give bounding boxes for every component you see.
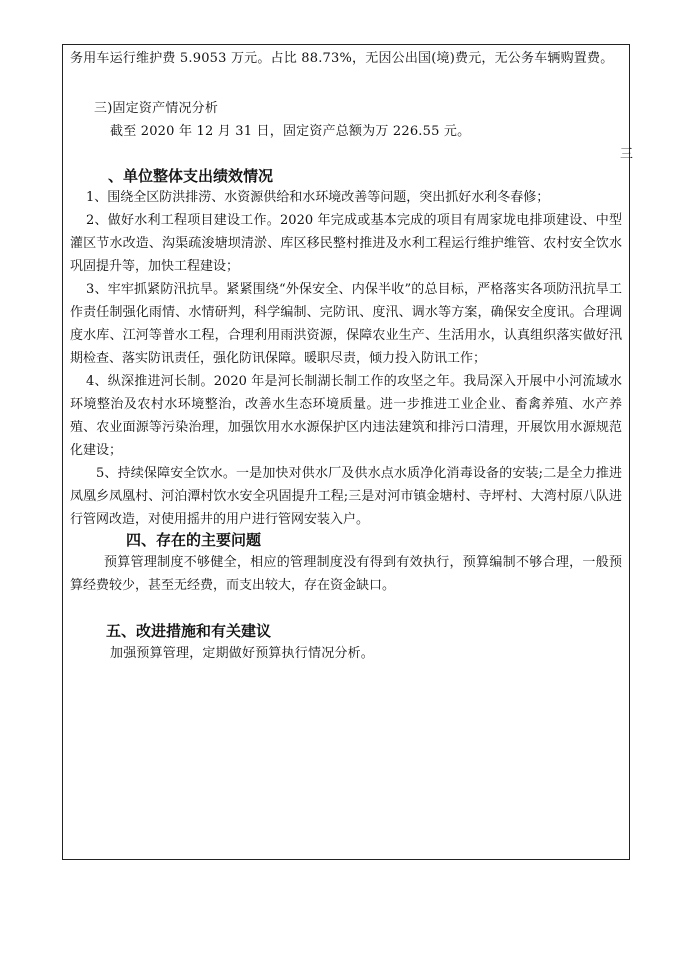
problems-heading: 四、存在的主要问题	[126, 531, 262, 549]
performance-heading: 、单位整体支出绩效情况	[108, 167, 274, 185]
performance-item-3: 3、牢牢抓紧防汛抗旱。紧紧围绕“外保安全、内保半收”的总目标，严格落实各项防汛抗旱工作责任制强化雨情、水情研判，科学编制、完防讯、度汛、调水等方案，确保安全度讯。合理调度水库、江河等普水工程，合理利用雨洪资源，保障农业生产、生活用水，认真组织落实做好汛期检查、落实防讯责任，强化防讯保障。暖职尽责，倾力投入防讯工作；	[70, 282, 622, 366]
problems-text: 预算管理制度不够健全，相应的管理制度没有得到有效执行，预算编制不够合理，一般预算经费较少，甚至无经费，而支出较大，存在资金缺口。	[70, 555, 622, 593]
fixed-asset-text: 截至 2020 年 12 月 31 日，固定资产总额为万 226.55 元。	[110, 124, 471, 139]
expense-summary-line: 务用车运行维护费 5.9053 万元。占比 88.73%，无因公出国(境)费元，无公务车辆购置费。	[70, 51, 614, 66]
performance-item-5: 5、持续保障安全饮水。一是加快对供水厂及供水点水质净化消毒设备的安装;二是全力推进凤凰乡凤凰村、河泊潭村饮水安全巩固提升工程;三是对河市镇金塘村、寺坪村、大湾村原八队进行管网改造，对使用摇井的用户进行管网安装入户。	[70, 466, 622, 527]
performance-item-2: 2、做好水利工程项目建设工作。2020 年完成或基本完成的项目有周家垅电排项建设、中型灌区节水改造、沟渠疏浚塘坝清淤、库区移民整村推进及水利工程运行维护维管、农村安全饮水巩固提升等，加快工程建设；	[70, 213, 622, 274]
suggestions-heading: 五、改进措施和有关建议	[106, 622, 272, 640]
performance-item-1: 1、围绕全区防洪排涝、水资源供给和水环境改善等问题，突出抓好水利冬春修；	[86, 190, 550, 205]
suggestions-text: 加强预算管理，定期做好预算执行情况分析。	[110, 646, 375, 661]
performance-item-4: 4、纵深推进河长制。2020 年是河长制湖长制工作的攻坚之年。我局深入开展中小河流域水环境整治及农村水环境整治，改善水生态环境质量。进一步推进工业企业、畜禽养殖、水产养殖、农业面源等污染治理，加强饮用水水源保护区内违法建筑和排污口清理，开展饮用水源规范化建设；	[70, 374, 622, 458]
edge-mark: 三	[620, 147, 634, 162]
fixed-asset-heading: 三)固定资产情况分析	[94, 101, 219, 116]
